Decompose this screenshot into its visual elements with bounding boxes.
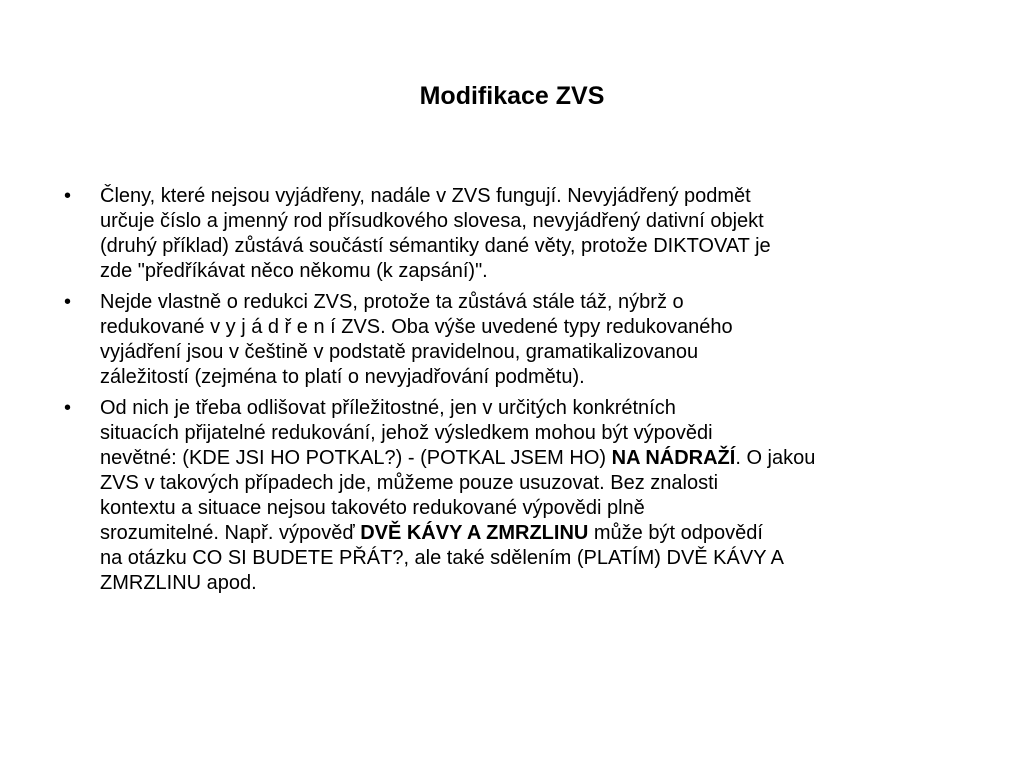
bullet-icon: •	[64, 185, 72, 207]
bullet-text-line: určuje číslo a jmenný rod přísudkového slovesa, nevyjádřený dativní objekt	[100, 210, 764, 232]
inline-text: může být odpovědí	[588, 522, 763, 544]
inline-text: nevětné: (KDE JSI HO POTKAL?) - (POTKAL JSEM HO)	[100, 447, 612, 469]
bullet-text-line: ZVS v takových případech jde, můžeme pouze usuzovat. Bez znalosti	[100, 472, 719, 494]
bullet-text-line: Nejde vlastně o redukci ZVS, protože ta zůstává stále táž, nýbrž o	[100, 291, 684, 313]
bullet-icon: •	[64, 397, 72, 419]
inline-text: . O jakou	[735, 447, 816, 469]
bullet-text-line: ZMRZLINU apod.	[100, 572, 257, 594]
bullet-item	[64, 184, 964, 284]
bullet-text-line: kontextu a situace nejsou takovéto redukované výpovědi plně	[100, 497, 645, 519]
emphasis-text: DVĚ KÁVY A ZMRZLINU	[360, 522, 589, 544]
bullet-text-line: redukované v y j á d ř e n í ZVS. Oba výše uvedené typy redukovaného	[100, 316, 733, 338]
bullet-list	[64, 184, 964, 602]
slide-title: Modifikace ZVS	[419, 82, 605, 110]
bullet-text-line: (druhý příklad) zůstává součástí sémantiky dané věty, protože DIKTOVAT je	[100, 235, 771, 257]
bullet-text-line: vyjádření jsou v češtině v podstatě pravidelnou, gramatikalizovanou	[100, 341, 699, 363]
bullet-text-line: záležitostí (zejména to platí o nevyjadřování podmětu).	[100, 366, 585, 388]
bullet-text-line: na otázku CO SI BUDETE PŘÁT?, ale také sdělením (PLATÍM) DVĚ KÁVY A	[100, 547, 784, 569]
bullet-text-line: situacích přijatelné redukování, jehož výsledkem mohou být výpovědi	[100, 422, 713, 444]
emphasis-text: NA NÁDRAŽÍ	[611, 447, 736, 469]
bullet-text-line	[100, 521, 964, 546]
inline-text: srozumitelné. Např. výpověď	[100, 522, 361, 544]
bullet-text-line	[100, 446, 964, 471]
bullet-item	[64, 290, 964, 390]
bullet-text-line: zde "předříkávat něco někomu (k zapsání)".	[100, 260, 488, 282]
bullet-text-line: Členy, které nejsou vyjádřeny, nadále v ZVS fungují. Nevyjádřený podmět	[100, 185, 751, 207]
bullet-icon: •	[64, 291, 72, 313]
bullet-item	[64, 396, 964, 596]
bullet-text-line: Od nich je třeba odlišovat příležitostné, jen v určitých konkrétních	[100, 397, 676, 419]
